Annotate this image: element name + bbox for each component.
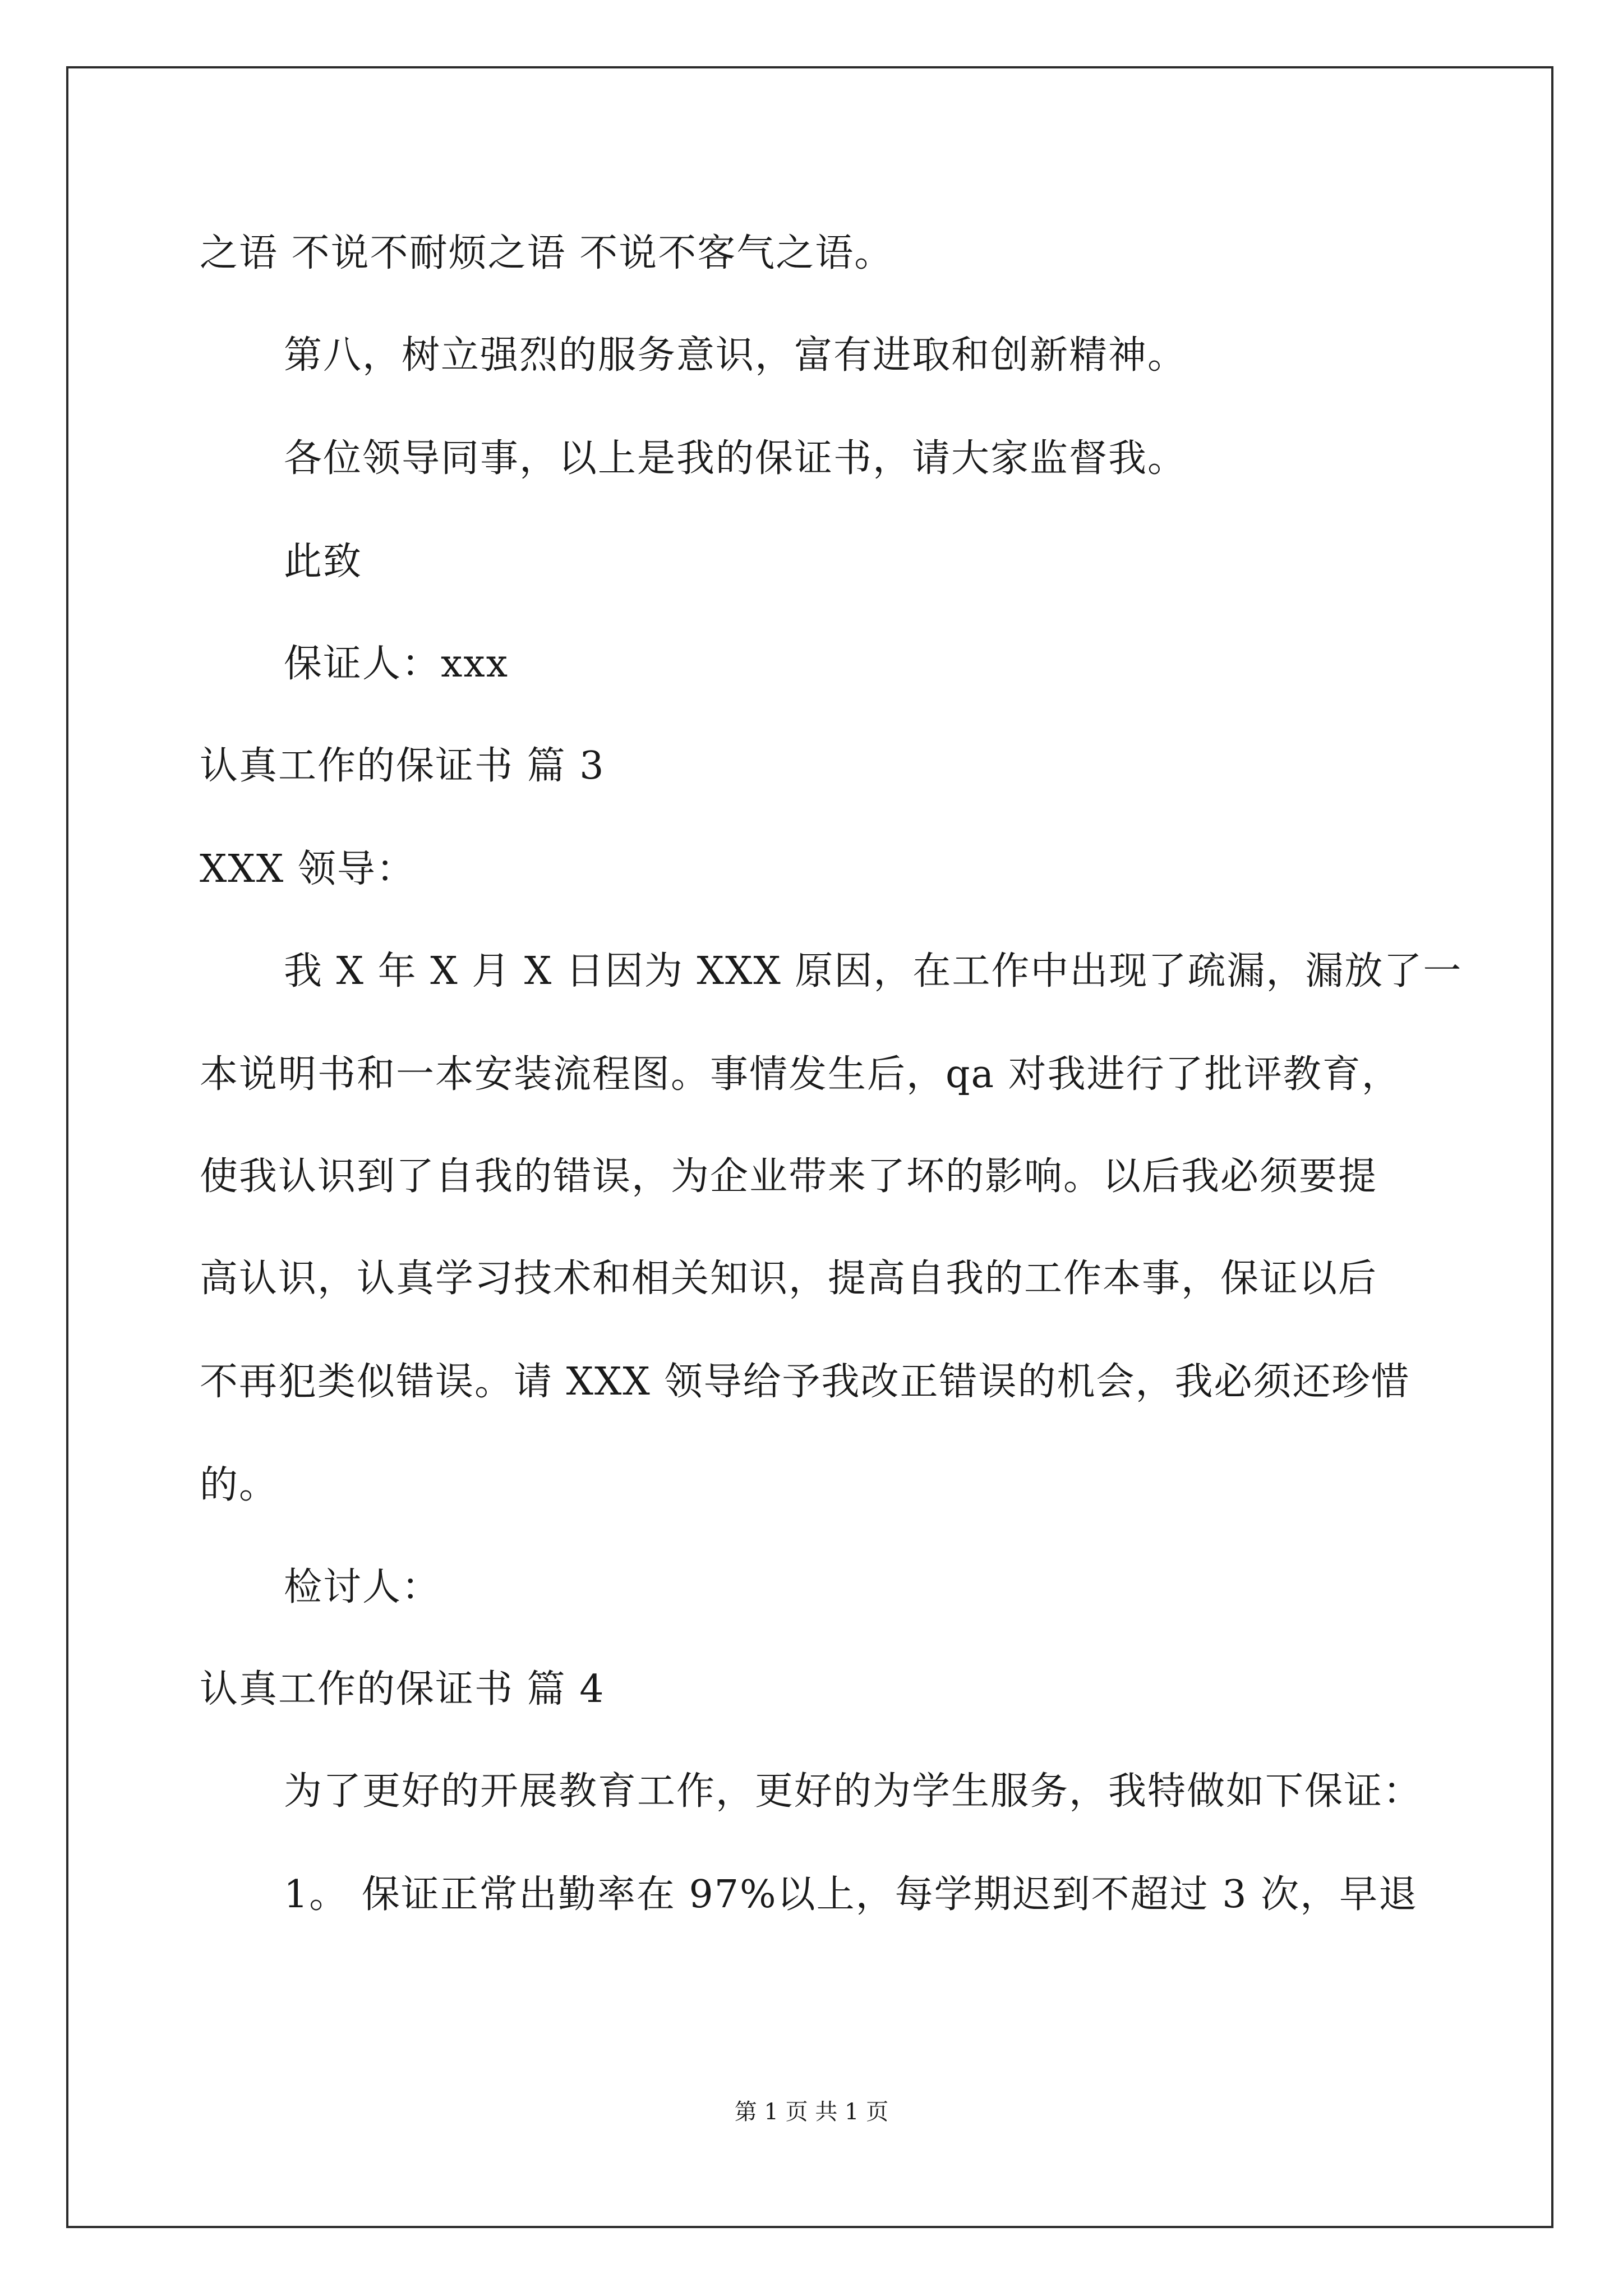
text-line: 为了更好的开展教育工作，更好的为学生服务，我特做如下保证： — [284, 1769, 1423, 1814]
text-line: 各位领导同事，以上是我的保证书，请大家监督我。 — [284, 436, 1187, 481]
text-line: 的。 — [200, 1463, 279, 1507]
text-line: 保证人：xxx — [284, 642, 509, 686]
text-line: 之语 不说不耐烦之语 不说不客气之语。 — [200, 231, 894, 275]
section-heading: 认真工作的保证书 篇 4 — [200, 1667, 605, 1711]
text-line: 使我认识到了自我的错误，为企业带来了坏的影响。以后我必须要提 — [200, 1154, 1378, 1199]
text-line: 本说明书和一本安装流程图。事情发生后，qa 对我进行了批评教育， — [200, 1052, 1401, 1097]
text-line: 检讨人： — [284, 1565, 441, 1609]
text-line: XXX 领导： — [200, 847, 416, 891]
text-line: 此致 — [284, 540, 363, 584]
text-line: 我 X 年 X 月 X 日因为 XXX 原因，在工作中出现了疏漏，漏放了一 — [284, 949, 1463, 993]
text-line: 高认识，认真学习技术和相关知识，提高自我的工作本事，保证以后 — [200, 1257, 1378, 1301]
page-footer: 第 1 页 共 1 页 — [734, 2099, 889, 2125]
section-heading: 认真工作的保证书 篇 3 — [200, 744, 605, 788]
text-line: 第八，树立强烈的服务意识，富有进取和创新精神。 — [284, 333, 1187, 378]
text-line: 1。 保证正常出勤率在 97%以上，每学期迟到不超过 3 次，早退 — [284, 1872, 1418, 1917]
text-line: 不再犯类似错误。请 XXX 领导给予我改正错误的机会，我必须还珍惜 — [200, 1360, 1410, 1404]
